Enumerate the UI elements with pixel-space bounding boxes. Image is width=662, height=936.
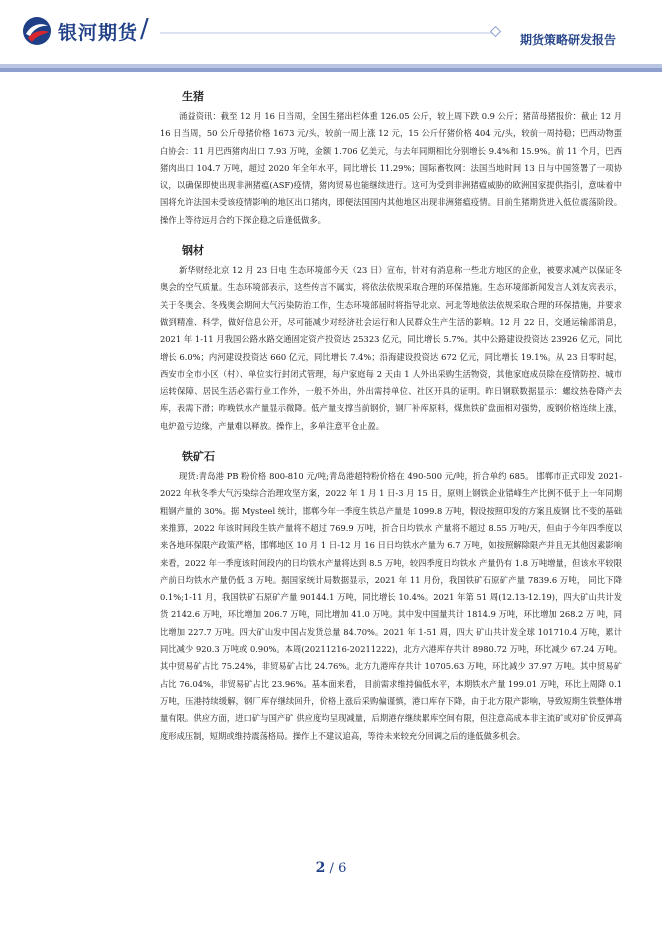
section-heading-iron-ore: 铁矿石 xyxy=(182,450,215,464)
section-paragraph-hog: 涌益资讯：截至 12 月 16 日当周，全国生猪出栏体重 126.05 公斤，较上周下跌 0.9 公斤；猪苗母猪报价：截止 12 月 16 日当周，50 公斤母猪价格 1673 元/头，较前一周上涨 12 元，15 公斤仔猪价格 404 元/头，较前一周持稳；巴西动物蛋白协会：11 月巴西猪肉出口 7.93 万吨，金额 1.706 亿美元，与去年同期相比分别增长 9.4%和 15.9%。前 11 个月，巴西猪肉出口 104.7 万吨，超过 2020 年全年水平，同比增长 11.29%；国际畜牧网：法国当地时间 13 日与中国签署了一项协议，以确保即使出现非洲猪瘟(ASF)疫情，猪肉贸易也能继续进行。这可为受到非洲猪瘟威胁的欧洲国家提供指引，意味着中国将允许法国未受该疫情影响的地区出口猪肉，即便法国国内其他地区出现非洲猪瘟疫情。目前生猪期货进入低位震荡阶段。操作上等待远月合约下探企稳之后逢低做多。 xyxy=(160,111,622,225)
header-band-dark xyxy=(0,68,662,72)
page-current: 2 xyxy=(315,860,326,876)
section-heading-hog: 生猪 xyxy=(182,90,204,103)
page-number xyxy=(0,860,662,876)
brand-name: 银河期货 xyxy=(58,22,139,44)
section-paragraph-steel: 新华财经北京 12 月 23 日电 生态环境部今天（23 日）宣布，针对有消息称一些北方地区的企业，被要求减产以保证冬奥会的空气质量。生态环境部表示，这些传言不属实，将依法依规采取合理的环保措施。生态环境部新闻发言人刘友宾表示，关于冬奥会、冬残奥会期间大气污染防治工作，生态环境部届时将指导北京、河北等地依法依规采取合理的环保措施，并要求做到精准、科学，做好信息公开，尽可能减少对经济社会运行和人民群众生产生活的影响。12 月 22 日，交通运输部消息，2021 年 1-11 月我国公路水路交通固定资产投资达 25323 亿元，同比增长 5.7%。其中公路建设投资达 23926 亿元，同比增长 6.0%；内河建设投资达 660 亿元，同比增长 7.4%；沿海建设投资达 672 亿元，同比增长 19.1%。从 23 日零时起，西安市全市小区（村）、单位实行封闭式管理，每户家庭每 2 天由 1 人外出采购生活物资，其他家庭成员除在疫情防控、城市运转保障、居民生活必需行业工作外，一般不外出，外出需持单位、社区开具的证明。昨日钢联数据显示：螺纹热卷降产去库，表需下滑；昨晚铁水产量显示微降。低产量支撑当前钢价，钢厂补库原料，煤焦铁矿盘面相对强势，废钢价格连续上涨，电炉盈亏边缘，产量难以释放。操作上，多单注意平仓止盈。 xyxy=(160,265,622,431)
report-title: 期货策略研发报告 xyxy=(519,33,616,47)
report-body xyxy=(160,82,622,745)
page-total: 6 xyxy=(338,861,347,876)
section-heading-steel: 钢材 xyxy=(182,244,204,258)
page-separator: / xyxy=(325,861,339,876)
brand-slash-divider: / xyxy=(140,14,149,44)
page-header xyxy=(0,0,662,72)
section-paragraph-iron-ore: 现货:青岛港 PB 粉价格 800-810 元/吨;青岛港超特粉价格在 490-500 元/吨，折合单约 685。 邯郸市正式印发 2021-2022 年秋冬季大气污染综合治理攻坚方案，2022 年 1 月 1 日-3 月 15 日，原则上钢铁企业错峰生产比例不低于上一年同期粗钢产量的 30%。据 Mysteel 统计，邯郸今年一季度生铁总产量是 1099.8 万吨，假设按照印发的方案且废钢 比不变的基础来推算，2022 年该时间段生铁产量将不超过 769.9 万吨，折合日均铁水 产量将不超过 8.55 万吨/天，但由于今年四季度以来各地环保限产政策严格，邯郸地区 10 月 1 日-12 月 16 日日均铁水产量为 6.7 万吨，如按照解除限产并且无其他因素影响 来看，2022 年一季度该时间段内的日均铁水产量将达到 8.5 万吨，较四季度日均铁水 产量仍有 1.8 万吨增量，但该水平较限产前日均铁水产量仍低 3 万吨。据国家统计局数据显示，2021 年 11 月份，我国铁矿石原矿产量 7839.6 万吨， 同比下降 0.1%;1-11 月，我国铁矿石原矿产量 90144.1 万吨，同比增长 10.4%。2021 年第 51 周(12.13-12.19)，四大矿山共计发货 2142.6 万吨，环比增加 206.7 万吨，同比增加 41.0 万吨。其中发中国量共计 1814.9 万吨，环比增加 268.2 万 吨，同比增加 227.7 万吨。四大矿山发中国占发货总量 84.70%。2021 年 1-51 周，四大 矿山共计发全球 101710.4 万吨，累计同比减少 920.3 万吨或 0.90%。本周(20211216-20211222)，北方六港库存共计 8980.72 万吨，环比减少 67.24 万吨。其中贸易矿占比 75.24%，非贸易矿占比 24.76%。北方九港库存共计 10705.63 万吨，环比减少 37.97 万吨。其中贸易矿占比 76.04%，非贸易矿占比 23.96%。基本面来看， 目前需求维持偏低水平，本期铁水产量 199.01 万吨，环比上周降 0.1 万吨，压港持续缓解，钢厂库存继续回升，价格上涨后采购偏谨慎，港口库存下降，由于北方限产影响，导致短期生铁整体增量有限。供应方面，进口矿与国产矿 供应度均呈现减量，后期港存继续累库空间有限，但注意高成本非主流矿或对矿价反弹高度形成压制，短期或维持震荡格局。操作上不建议追高，等待未来较充分回调之后的逢低做多机会。 xyxy=(160,471,622,741)
